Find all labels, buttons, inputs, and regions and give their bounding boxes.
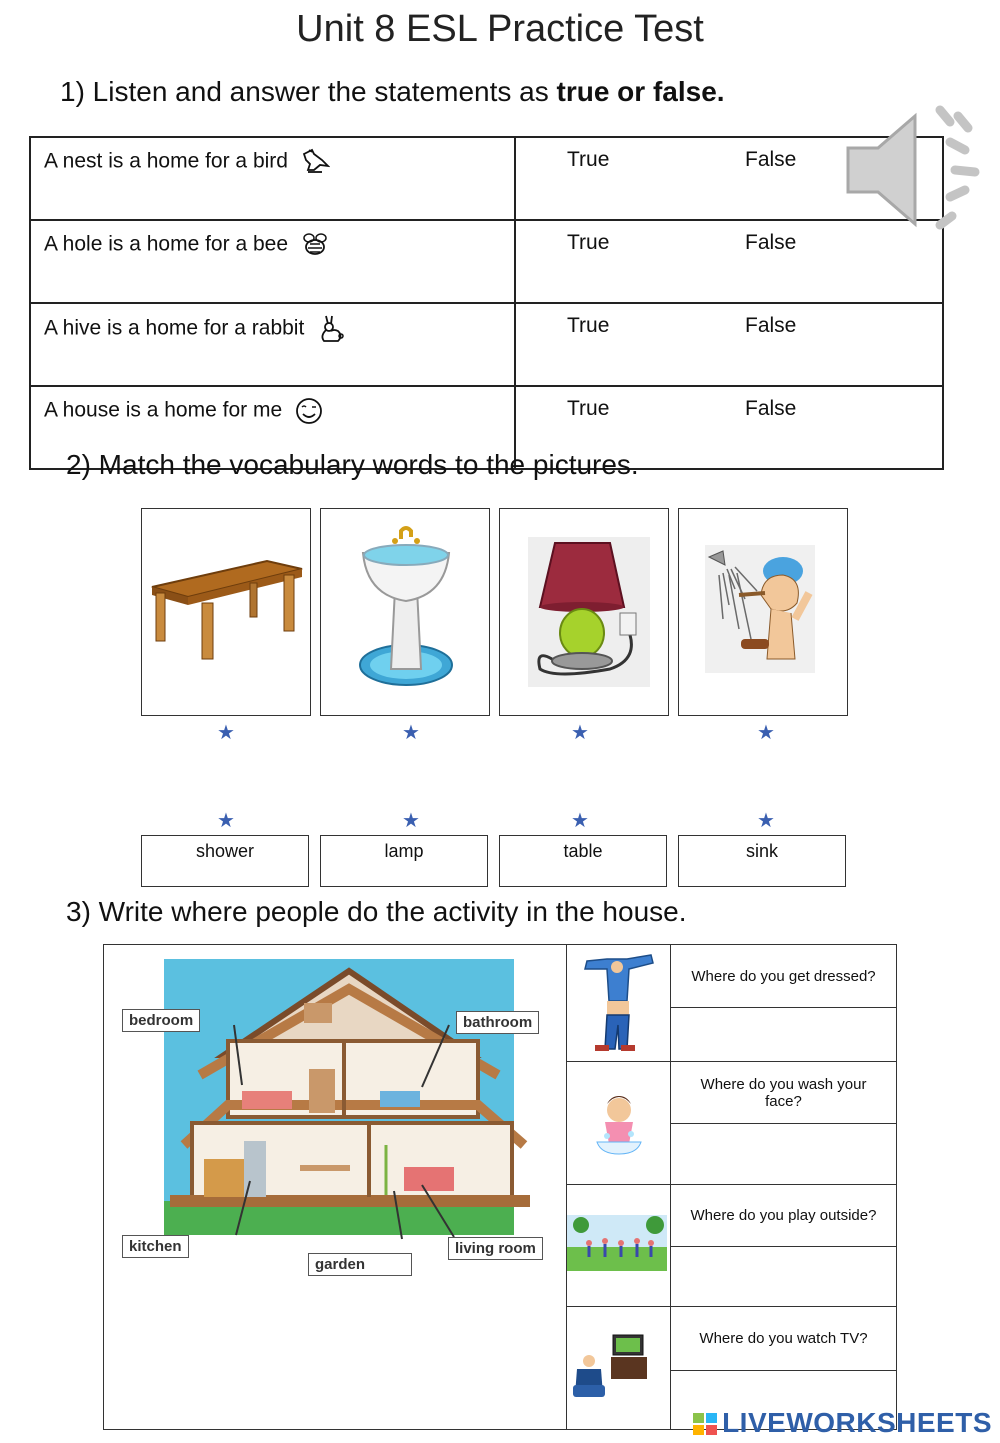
true-option[interactable]: True (567, 148, 610, 171)
bird-icon (300, 148, 330, 176)
label-garden: garden (308, 1253, 412, 1276)
label-living-room: living room (448, 1237, 543, 1260)
liveworksheets-brand (693, 1407, 992, 1439)
match-dot-word-1[interactable]: ★ (217, 810, 235, 832)
word-box-shower[interactable]: shower (141, 835, 309, 887)
table-row (30, 137, 943, 220)
word-box-table[interactable]: table (499, 835, 667, 887)
statement-text: A nest is a home for a bird (44, 149, 288, 173)
false-option[interactable]: False (745, 231, 797, 254)
speaker-audio-icon[interactable] (840, 100, 995, 240)
rabbit-icon (316, 314, 346, 344)
activity-question-grid (566, 944, 897, 1430)
statement-cell (30, 137, 515, 220)
match-dot-picture-1[interactable]: ★ (217, 722, 235, 744)
table-row (30, 303, 943, 386)
dressing-person-icon (567, 945, 667, 1059)
shower-picture[interactable] (678, 508, 848, 716)
true-false-table (29, 136, 944, 470)
false-option[interactable]: False (745, 148, 797, 171)
label-bedroom: bedroom (122, 1009, 200, 1032)
question-text-cell: Where do you play outside? (671, 1185, 896, 1247)
match-dot-picture-3[interactable]: ★ (571, 722, 589, 744)
section1-heading-text: 1) Listen and answer the statements as (60, 76, 557, 107)
section1-heading-bold: true or false. (556, 76, 725, 107)
lamp-image (500, 509, 668, 715)
question-image-cell (567, 1062, 671, 1185)
brand-text: LIVEWORKSHEETS (722, 1407, 992, 1438)
statement-text: A house is a home for me (44, 398, 283, 422)
bee-icon (300, 231, 330, 259)
table-row (30, 220, 943, 303)
question-text-cell: Where do you wash your face? (671, 1062, 896, 1124)
false-option[interactable]: False (745, 314, 797, 337)
true-option[interactable]: True (567, 397, 610, 420)
word-box-lamp[interactable]: lamp (320, 835, 488, 887)
smiley-icon (294, 397, 324, 425)
match-dot-picture-4[interactable]: ★ (757, 722, 775, 744)
match-dot-picture-2[interactable]: ★ (402, 722, 420, 744)
label-bathroom: bathroom (456, 1011, 539, 1034)
shower-image (679, 509, 847, 715)
true-option[interactable]: True (567, 314, 610, 337)
statement-cell (30, 220, 515, 303)
sink-picture[interactable] (320, 508, 490, 716)
table-image (142, 509, 310, 715)
answer-cell (515, 303, 943, 386)
section3-heading: 3) Write where people do the activity in the house. (66, 896, 687, 927)
answer-input-wash-face[interactable] (671, 1124, 896, 1185)
watching-tv-icon (567, 1307, 667, 1427)
match-dot-word-2[interactable]: ★ (402, 810, 420, 832)
question-text-cell: Where do you get dressed? (671, 945, 896, 1008)
label-kitchen: kitchen (122, 1235, 189, 1258)
statement-text: A hive is a home for a rabbit (44, 316, 305, 340)
false-option[interactable]: False (745, 397, 797, 420)
word-box-sink[interactable]: sink (678, 835, 846, 887)
match-dot-word-4[interactable]: ★ (757, 810, 775, 832)
table-picture[interactable] (141, 508, 311, 716)
section1-heading (60, 76, 725, 108)
answer-input-play-outside[interactable] (671, 1247, 896, 1307)
true-option[interactable]: True (567, 231, 610, 254)
kids-playing-icon (567, 1185, 667, 1305)
section2-heading: 2) Match the vocabulary words to the pictures. (66, 449, 639, 480)
question-image-cell (567, 1185, 671, 1307)
match-dot-word-3[interactable]: ★ (571, 810, 589, 832)
statement-text: A hole is a home for a bee (44, 232, 288, 256)
sink-image (321, 509, 489, 715)
statement-cell (30, 303, 515, 386)
question-text-cell: Where do you watch TV? (671, 1307, 896, 1371)
washing-face-icon (567, 1062, 667, 1182)
house-diagram-frame (103, 944, 567, 1430)
answer-input-get-dressed[interactable] (671, 1008, 896, 1062)
page-title: Unit 8 ESL Practice Test (296, 8, 704, 50)
question-image-cell (567, 945, 671, 1062)
question-image-cell (567, 1307, 671, 1429)
lamp-picture[interactable] (499, 508, 669, 716)
liveworksheets-logo-icon (693, 1413, 719, 1437)
